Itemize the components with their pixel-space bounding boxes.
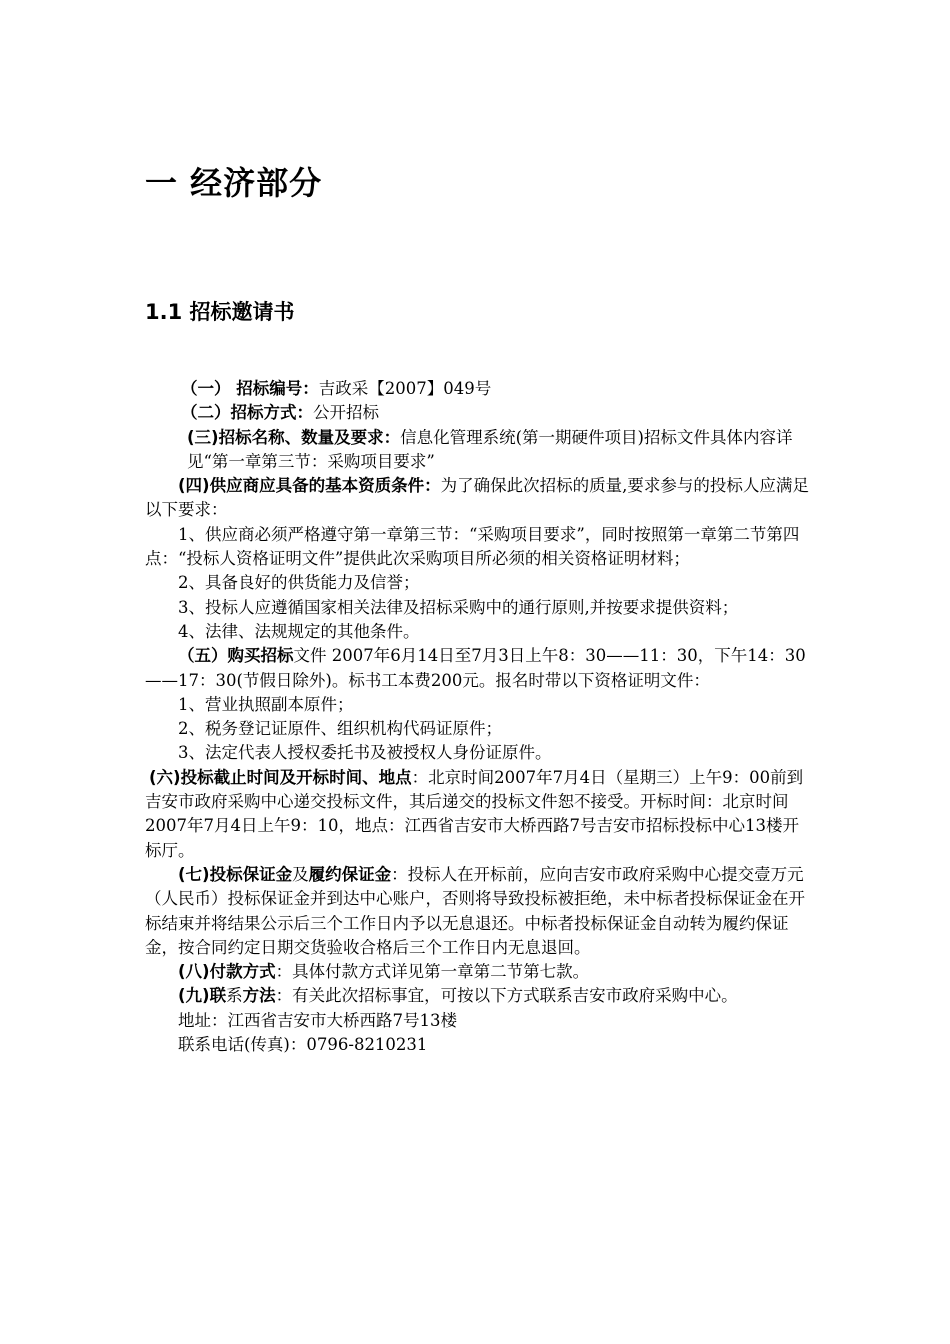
item-text: ：北京时间2007年7月4日（星期三）上午9：00前到吉安市政府采购中心递交投标文件，其后递交的投标文件恕不接受。开标时间：北京时间2007年7月4日上午9：10，地点：江西省吉安市大桥西路7号吉安市招标投标中心13楼开标厅。 bbox=[145, 767, 804, 860]
item-tender-name bbox=[145, 426, 810, 475]
item-text: 2007年6月14日至7月3日上午8：30——11：30，下午14：30——17：30(节假日除外)。标书工本费200元。报名时带以下资格证明文件： bbox=[145, 646, 806, 690]
list-item: 2、税务登记证原件、组织机构代码证原件； bbox=[178, 719, 502, 739]
contact-phone: 联系电话(传真)：0796-8210231 bbox=[178, 1035, 428, 1055]
item-text: ：具体付款方式详见第一章第二节第七款。 bbox=[275, 962, 590, 982]
item-label-2: 方法 bbox=[242, 986, 276, 1006]
item-label: (六)投标截止时间及开标时间、地点 bbox=[149, 767, 412, 787]
item-text: 为了确保此次招标的质量,要求参与的投标人应满足以下要求： bbox=[145, 476, 809, 520]
item-label: (九)联 bbox=[178, 986, 227, 1006]
contact-address: 地址：江西省吉安市大桥西路7号13楼 bbox=[178, 1010, 457, 1030]
list-item: 3、法定代表人授权委托书及被授权人身份证原件。 bbox=[178, 743, 552, 763]
list-item: 3、投标人应遵循国家相关法律及招标采购中的通行原则,并按要求提供资料； bbox=[178, 597, 739, 617]
item-text: ：投标人在开标前，应向吉安市政府采购中心提交壹万元（人民币）投标保证金并到达中心账户，否则将导致投标被拒绝，未中标者投标保证金在开标结束并将结果公示后三个工作日内予以无息退还。中标者投标保证金自动转为履约保证金，按合同约定日期交货验收合格后三个工作日内无息退回。 bbox=[145, 864, 805, 957]
chapter-title: 一 经济部分 bbox=[145, 164, 323, 202]
item-payment bbox=[145, 960, 810, 984]
section-title: 1.1 招标邀请书 bbox=[145, 300, 295, 324]
item-label: （二）招标方式： bbox=[181, 403, 313, 423]
item-tender-method bbox=[145, 401, 810, 425]
item-tender-number bbox=[145, 377, 810, 401]
item-label: (七)投标保证金 bbox=[178, 864, 293, 884]
list-item: 1、营业执照副本原件； bbox=[178, 694, 354, 714]
item-label-2: 履约保证金 bbox=[308, 864, 392, 884]
item-text: 吉政采【2007】049号 bbox=[318, 379, 492, 398]
item-label: （一） 招标编号： bbox=[181, 379, 319, 398]
item-label: (四)供应商应具备的基本资质条件： bbox=[178, 476, 441, 496]
item-label: (三)招标名称、数量及要求： bbox=[187, 427, 401, 447]
item-purchase-docs bbox=[145, 644, 810, 693]
item-deposit bbox=[145, 863, 810, 960]
item-label-plain: 及 bbox=[292, 864, 309, 884]
item-qualifications bbox=[145, 474, 810, 523]
item-label: （五）购买招标 bbox=[178, 646, 294, 666]
item-text: ：有关此次招标事宜，可按以下方式联系吉安市政府采购中心。 bbox=[275, 986, 738, 1006]
list-item: 2、具备良好的供货能力及信誉； bbox=[178, 573, 420, 593]
item-text: 信息化管理系统(第一期硬件项目)招标文件具体内容详见“第一章第三节：采购项目要求” bbox=[187, 427, 793, 471]
item-label-plain: 文件 bbox=[293, 646, 327, 666]
item-contact bbox=[145, 984, 810, 1008]
item-text: 公开招标 bbox=[313, 403, 379, 423]
list-item: 1、供应商必须严格遵守第一章第三节：“采购项目要求”，同时按照第一章第二节第四点：“投标人资格证明文件”提供此次采购项目所必须的相关资格证明材料； bbox=[145, 524, 800, 569]
list-item: 4、法律、法规规定的其他条件。 bbox=[178, 621, 420, 641]
document-body bbox=[145, 377, 810, 1057]
item-deadline bbox=[145, 766, 810, 863]
item-label-plain: 系 bbox=[226, 986, 243, 1006]
item-label: (八)付款方式 bbox=[178, 962, 276, 982]
